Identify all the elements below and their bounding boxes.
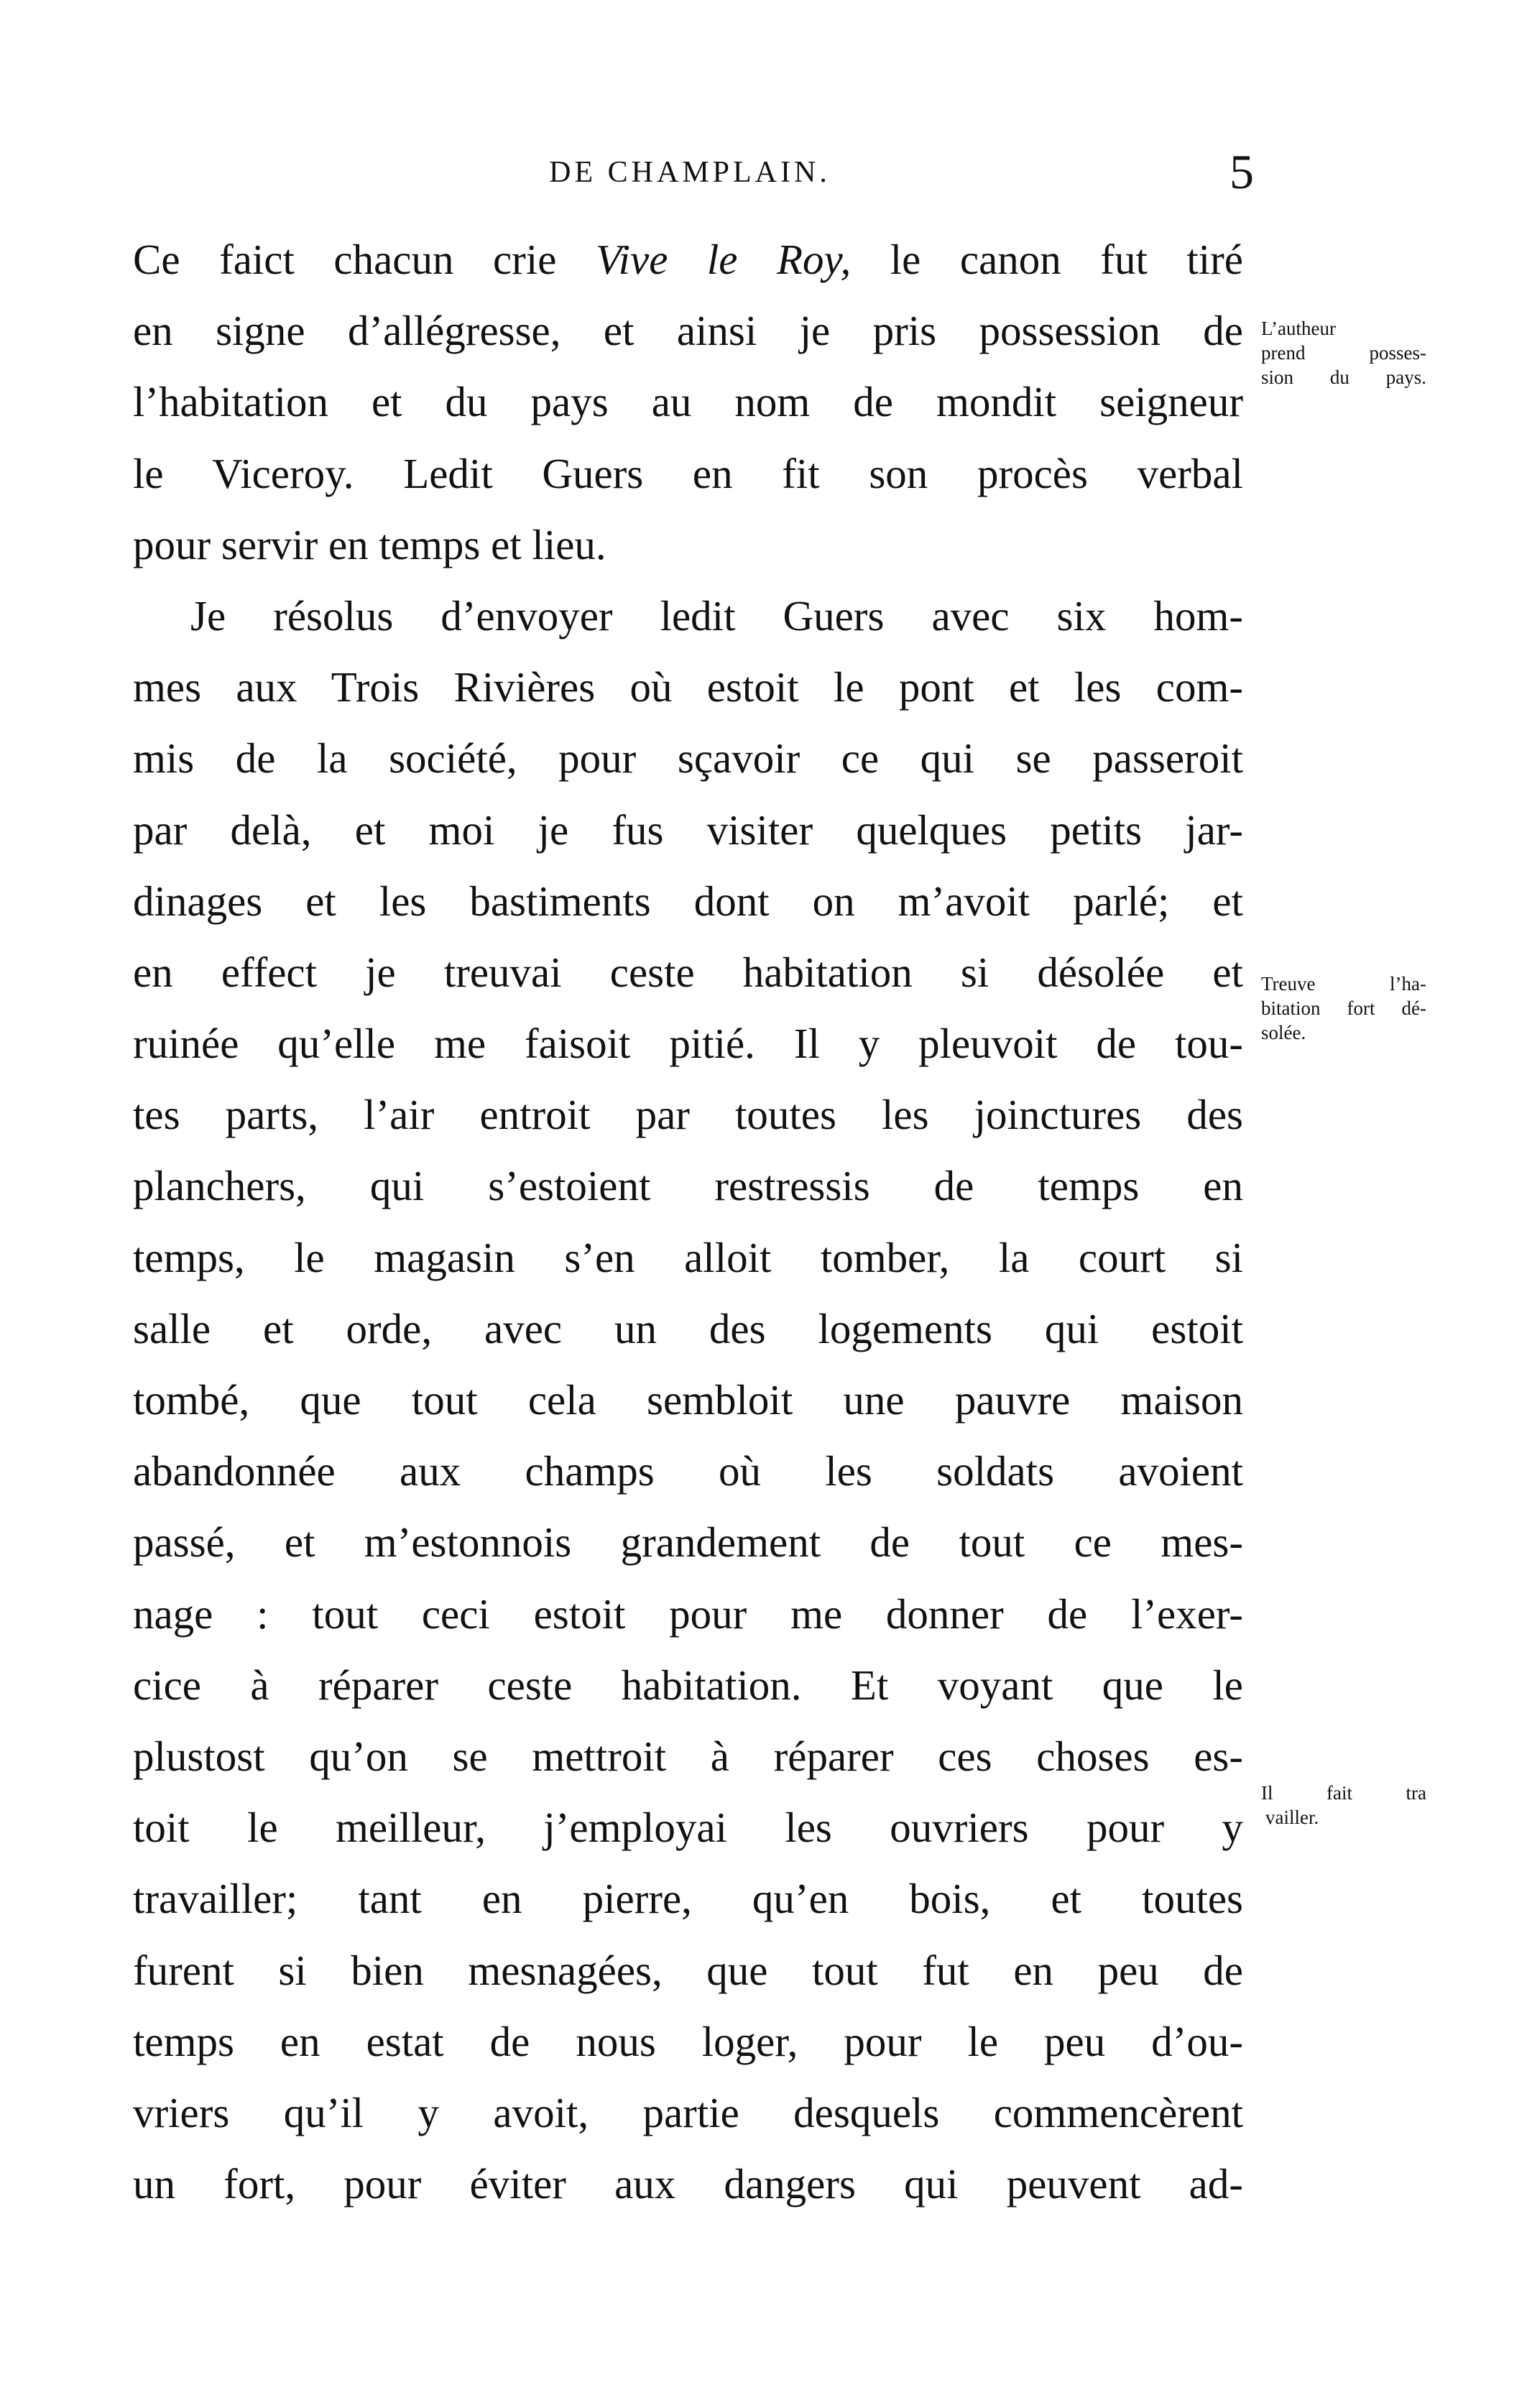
margin-note-line: vailler.: [1265, 1807, 1319, 1828]
text-line: le Viceroy. Ledit Guers en fit son procès verbal: [133, 449, 1243, 497]
text-line: abandonnée aux champs où les soldats avoient: [133, 1447, 1243, 1495]
text-line-1-start: Ce faict chacun crie: [133, 236, 596, 283]
text-line: salle et orde, avec un des logements qui estoit: [133, 1304, 1243, 1352]
running-head: [126, 144, 1254, 201]
margin-note-line: bitation fort dé-: [1261, 997, 1426, 1019]
text-line: en effect je treuvai ceste habitation si désolée et: [133, 948, 1243, 996]
body-text: [133, 224, 1243, 2220]
text-line: temps, le magasin s’en alloit tomber, la court si: [133, 1233, 1243, 1281]
margin-note-habitation: [1261, 972, 1426, 1045]
margin-note-possession: [1261, 316, 1426, 389]
text-line: temps en estat de nous loger, pour le peu d’ou-: [133, 2017, 1243, 2065]
running-title: DE CHAMPLAIN.: [549, 156, 831, 189]
text-line: l’habitation et du pays au nom de mondit seigneur: [133, 378, 1243, 426]
text-line: en signe d’allégresse, et ainsi je pris possession de: [133, 307, 1243, 355]
text-line: furent si bien mesnagées, que tout fut en peu de: [133, 1946, 1243, 1994]
text-line: mis de la société, pour sçavoir ce qui se passeroit: [133, 734, 1243, 783]
margin-note-line: Il fait tra: [1261, 1782, 1426, 1804]
margin-note-line: sion du pays.: [1261, 366, 1426, 388]
text-line: vriers qu’il y avoit, partie desquels commencèrent: [133, 2088, 1243, 2136]
text-line: un fort, pour éviter aux dangers qui peuvent ad-: [133, 2160, 1243, 2208]
text-line: toit le meilleur, j’employai les ouvriers pour y: [133, 1804, 1243, 1852]
text-line: ruinée qu’elle me faisoit pitié. Il y pleuvoit de tou-: [133, 1020, 1243, 1068]
margin-note-line: Treuve l’ha-: [1261, 973, 1426, 995]
text-line: tombé, que tout cela sembloit une pauvre maison: [133, 1376, 1243, 1424]
margin-note-travailler: [1261, 1781, 1426, 1830]
text-line: plustost qu’on se mettroit à réparer ces choses es-: [133, 1732, 1243, 1780]
margin-note-line: prend posses-: [1261, 342, 1426, 364]
page-number: 5: [1229, 144, 1254, 199]
text-line: pour servir en temps et lieu.: [133, 520, 606, 568]
text-line-1: [133, 224, 1243, 295]
text-line: planchers, qui s’estoient restressis de temps en: [133, 1162, 1243, 1210]
text-line: cice à réparer ceste habitation. Et voyant que le: [133, 1661, 1243, 1709]
text-line-1-italic: Vive le Roy,: [595, 236, 852, 283]
text-line-paragraph-start: Je résolus d’envoyer ledit Guers avec six hom-: [190, 591, 1243, 640]
text-line: dinages et les bastiments dont on m’avoit parlé; et: [133, 877, 1243, 925]
text-line-1-end: le canon fut tiré: [851, 236, 1243, 283]
text-line: mes aux Trois Rivières où estoit le pont et les com-: [133, 663, 1243, 711]
text-line: travailler; tant en pierre, qu’en bois, et toutes: [133, 1875, 1243, 1923]
text-line: par delà, et moi je fus visiter quelques petits jar-: [133, 806, 1243, 854]
margin-note-line: L’autheur: [1261, 318, 1336, 339]
text-line: tes parts, l’air entroit par toutes les joinctures des: [133, 1091, 1243, 1139]
margin-note-line: solée.: [1261, 1022, 1306, 1043]
text-line: passé, et m’estonnois grandement de tout ce mes-: [133, 1518, 1243, 1567]
text-line: nage : tout ceci estoit pour me donner de l’exer-: [133, 1590, 1243, 1638]
